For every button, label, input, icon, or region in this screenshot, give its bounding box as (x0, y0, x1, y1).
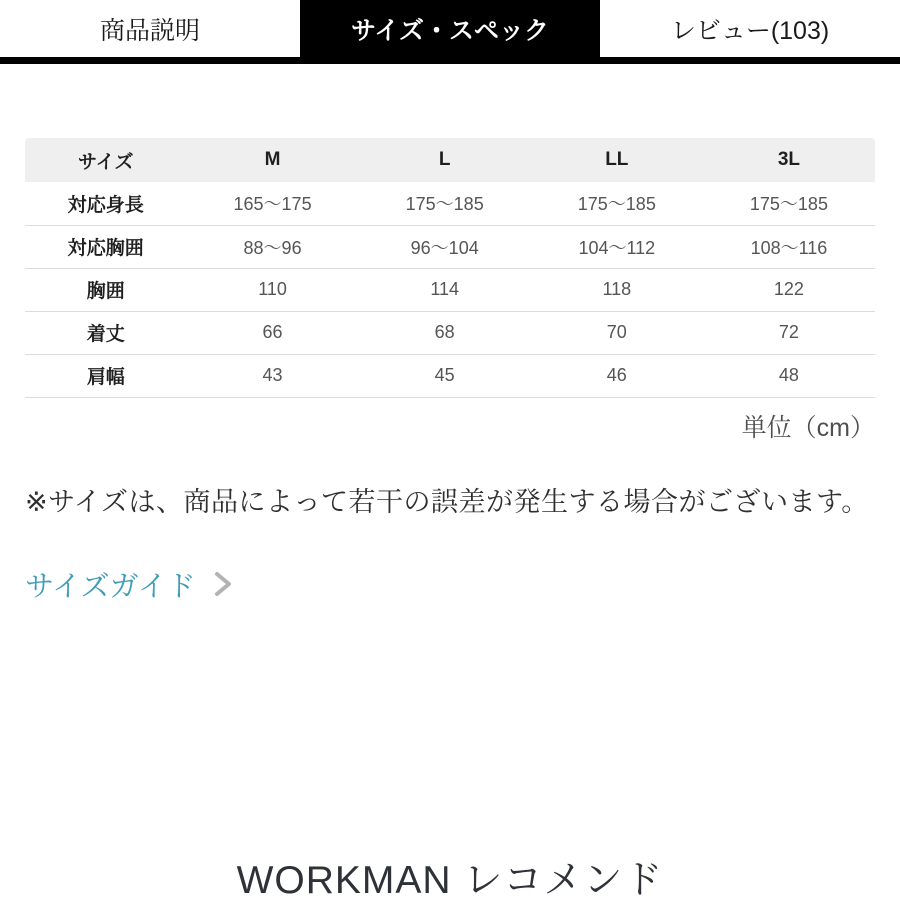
size-table-cell: 175〜185 (359, 182, 531, 225)
size-table-cell: 66 (187, 311, 359, 354)
size-table-cell: 68 (359, 311, 531, 354)
tab-product-description[interactable] (0, 0, 300, 57)
size-table-row (25, 354, 875, 397)
size-table-column-header: L (359, 138, 531, 182)
size-table-cell: 45 (359, 354, 531, 397)
tab-label: サイズ・スペック (350, 16, 549, 45)
chevron-right-icon (212, 570, 234, 598)
size-table-cell: 46 (531, 354, 703, 397)
size-table-row (25, 225, 875, 268)
tab-bar (0, 0, 900, 64)
size-table-header (25, 138, 875, 182)
unit-label: 単位（cm） (741, 413, 875, 442)
size-table-cell: 114 (359, 268, 531, 311)
size-table-cell: 70 (531, 311, 703, 354)
size-table-cell: 175〜185 (703, 182, 875, 225)
size-table-cell: 165〜175 (187, 182, 359, 225)
size-table-row (25, 182, 875, 225)
size-disclaimer-note: ※サイズは、商品によって若干の誤差が発生する場合がございます。 (25, 486, 869, 517)
size-table-cell: 104〜112 (531, 225, 703, 268)
size-table-cell: 175〜185 (531, 182, 703, 225)
size-table-cell: 122 (703, 268, 875, 311)
size-table-row (25, 311, 875, 354)
tab-label: レビュー(103) (670, 16, 830, 45)
size-table-row (25, 268, 875, 311)
size-table-cell: 88〜96 (187, 225, 359, 268)
size-table-row-label: 肩幅 (25, 354, 187, 397)
size-table-body (25, 182, 875, 397)
tab-size-spec[interactable] (300, 0, 600, 57)
size-table-row-label: 胸囲 (25, 268, 187, 311)
size-table-column-header: M (187, 138, 359, 182)
size-table-cell: 48 (703, 354, 875, 397)
size-guide-label: サイズガイド (25, 570, 196, 603)
tab-reviews[interactable] (600, 0, 900, 57)
size-table-row-label: 対応胸囲 (25, 225, 187, 268)
tab-label: 商品説明 (99, 16, 200, 45)
size-table-row-label: 対応身長 (25, 182, 187, 225)
size-spec-panel (0, 138, 900, 900)
size-table-cell: 118 (531, 268, 703, 311)
size-table-cell: 108〜116 (703, 225, 875, 268)
size-spec-table (25, 138, 875, 398)
size-table-column-header: LL (531, 138, 703, 182)
size-table-row-label: 着丈 (25, 311, 187, 354)
recommend-heading: WORKMAN レコメンド (236, 858, 664, 900)
size-table-cell: 110 (187, 268, 359, 311)
size-table-cell: 72 (703, 311, 875, 354)
size-table-cell: 43 (187, 354, 359, 397)
size-table-wrap (25, 138, 875, 398)
size-table-cell: 96〜104 (359, 225, 531, 268)
size-table-column-header: 3L (703, 138, 875, 182)
size-table-corner-header: サイズ (25, 138, 187, 182)
size-guide-link[interactable] (25, 564, 234, 605)
